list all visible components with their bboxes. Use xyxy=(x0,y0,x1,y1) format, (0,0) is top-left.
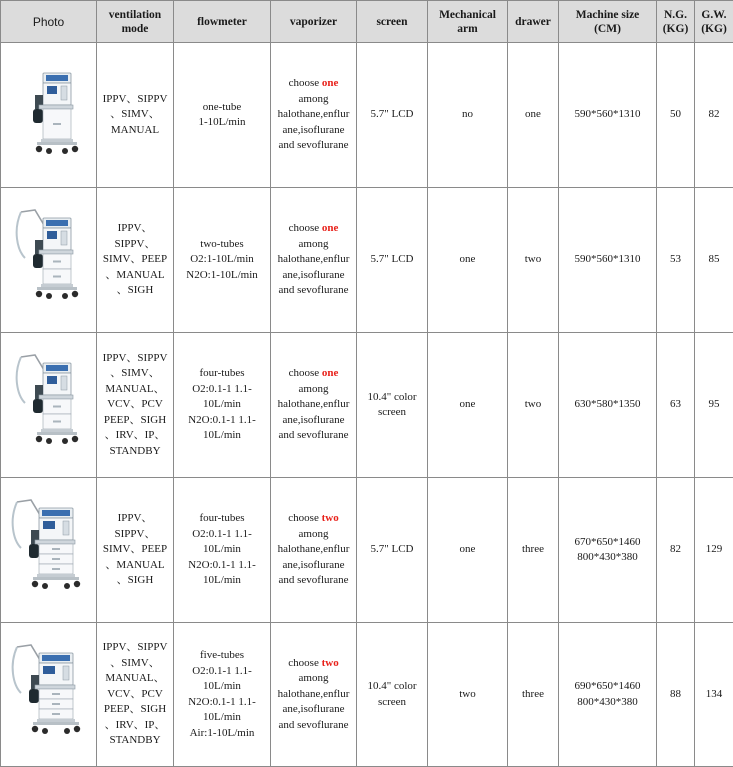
cell-line: MANUAL、 xyxy=(99,671,171,687)
vaporizer-cell xyxy=(271,43,357,188)
drawer-cell: one xyxy=(508,43,559,188)
vaporizer-choose: choose one xyxy=(273,366,354,382)
cell-line: 10.4" color xyxy=(359,679,425,695)
cell-line: Air:1-10L/min xyxy=(176,726,268,742)
cell-line: 、IRV、IP、 xyxy=(99,428,171,444)
net-weight-cell: 53 xyxy=(657,188,695,333)
drawer-cell: three xyxy=(508,623,559,767)
photo-cell xyxy=(1,478,97,623)
cell-line: 10.4" color xyxy=(359,390,425,406)
vaporizer-count: one xyxy=(322,77,339,89)
cell-line: N2O:0.1-1 1.1- xyxy=(176,558,268,574)
cell-line: 、IRV、IP、 xyxy=(99,718,171,734)
vaporizer-agents-2: ane,isoflurane xyxy=(273,413,354,429)
cell-line: 10L/min xyxy=(176,397,268,413)
cell-line: O2:0.1-1 1.1- xyxy=(176,664,268,680)
cell-line: 10L/min xyxy=(176,428,268,444)
cell-line: MANUAL xyxy=(99,123,171,139)
header-vaporizer: vaporizer xyxy=(271,1,357,43)
cell-line: 10L/min xyxy=(176,679,268,695)
cell-line: screen xyxy=(359,405,425,421)
net-weight-cell: 82 xyxy=(657,478,695,623)
anesthesia-machine-image xyxy=(1,55,96,175)
cell-line: 、SIMV、 xyxy=(99,656,171,672)
vaporizer-agents-3: and sevoflurane xyxy=(273,428,354,444)
header-row xyxy=(1,1,733,43)
header-mechanical-arm: Mechanical arm xyxy=(428,1,508,43)
machine-size-cell xyxy=(559,333,657,478)
cell-line: PEEP、SIGH xyxy=(99,702,171,718)
cell-line: IPPV、 xyxy=(99,221,171,237)
vaporizer-cell xyxy=(271,478,357,623)
cell-line: N2O:1-10L/min xyxy=(176,268,268,284)
cell-line: 10L/min xyxy=(176,573,268,589)
screen-cell xyxy=(357,188,428,333)
cell-line: STANDBY xyxy=(99,444,171,460)
vaporizer-agents-1: halothane,enflur xyxy=(273,397,354,413)
cell-line: SIMV、PEEP xyxy=(99,542,171,558)
header-flowmeter: flowmeter xyxy=(174,1,271,43)
cell-line: 800*430*380 xyxy=(561,550,654,566)
vaporizer-agents-1: halothane,enflur xyxy=(273,542,354,558)
cell-line: five-tubes xyxy=(176,648,268,664)
cell-line: two-tubes xyxy=(176,237,268,253)
photo-cell xyxy=(1,333,97,478)
vaporizer-agents-1: halothane,enflur xyxy=(273,107,354,123)
vaporizer-choose: choose two xyxy=(273,511,354,527)
header-screen: screen xyxy=(357,1,428,43)
vaporizer-count: two xyxy=(322,657,339,669)
cell-line: 590*560*1310 xyxy=(561,252,654,268)
vaporizer-among: among xyxy=(273,527,354,543)
cell-line: N2O:0.1-1 1.1- xyxy=(176,695,268,711)
cell-line: four-tubes xyxy=(176,366,268,382)
vaporizer-agents-2: ane,isoflurane xyxy=(273,268,354,284)
vaporizer-among: among xyxy=(273,237,354,253)
flowmeter-cell xyxy=(174,43,271,188)
cell-line: 10L/min xyxy=(176,710,268,726)
mechanical-arm-cell: one xyxy=(428,478,508,623)
gross-weight-cell: 95 xyxy=(695,333,733,478)
vaporizer-choose: choose one xyxy=(273,221,354,237)
cell-line: 、SIMV、 xyxy=(99,366,171,382)
mechanical-arm-cell: one xyxy=(428,188,508,333)
flowmeter-cell xyxy=(174,188,271,333)
vaporizer-agents-3: and sevoflurane xyxy=(273,718,354,734)
vaporizer-among: among xyxy=(273,382,354,398)
photo-cell xyxy=(1,188,97,333)
vaporizer-agents-1: halothane,enflur xyxy=(273,252,354,268)
net-weight-cell: 50 xyxy=(657,43,695,188)
cell-line: 690*650*1460 xyxy=(561,679,654,695)
cell-line: VCV、PCV xyxy=(99,397,171,413)
cell-line: one-tube xyxy=(176,100,268,116)
ventilation-mode-cell xyxy=(97,188,174,333)
anesthesia-machine-image xyxy=(1,490,96,610)
cell-line: 5.7" LCD xyxy=(359,107,425,123)
drawer-cell: two xyxy=(508,333,559,478)
vaporizer-among: among xyxy=(273,671,354,687)
gross-weight-cell: 129 xyxy=(695,478,733,623)
header-machine-size: Machine size (CM) xyxy=(559,1,657,43)
machine-size-cell xyxy=(559,478,657,623)
table-row xyxy=(1,188,733,333)
screen-cell xyxy=(357,43,428,188)
cell-line: 5.7" LCD xyxy=(359,542,425,558)
anesthesia-machine-image xyxy=(1,635,96,755)
anesthesia-machine-image xyxy=(1,345,96,465)
cell-line: 670*650*1460 xyxy=(561,535,654,551)
cell-line: O2:0.1-1 1.1- xyxy=(176,527,268,543)
cell-line: SIPPV、 xyxy=(99,527,171,543)
table-row xyxy=(1,43,733,188)
header-drawer: drawer xyxy=(508,1,559,43)
drawer-cell: three xyxy=(508,478,559,623)
drawer-cell: two xyxy=(508,188,559,333)
vaporizer-cell xyxy=(271,188,357,333)
vaporizer-count: one xyxy=(322,222,339,234)
net-weight-cell: 88 xyxy=(657,623,695,767)
table-row xyxy=(1,478,733,623)
cell-line: MANUAL、 xyxy=(99,382,171,398)
machine-size-cell xyxy=(559,188,657,333)
cell-line: screen xyxy=(359,695,425,711)
vaporizer-agents-3: and sevoflurane xyxy=(273,573,354,589)
cell-line: 1-10L/min xyxy=(176,115,268,131)
ventilation-mode-cell xyxy=(97,333,174,478)
vaporizer-count: two xyxy=(322,512,339,524)
cell-line: IPPV、 xyxy=(99,511,171,527)
vaporizer-agents-3: and sevoflurane xyxy=(273,138,354,154)
cell-line: IPPV、SIPPV xyxy=(99,640,171,656)
anesthesia-machine-image xyxy=(1,200,96,320)
header-photo: Photo xyxy=(1,1,97,43)
mechanical-arm-cell: no xyxy=(428,43,508,188)
screen-cell xyxy=(357,333,428,478)
cell-line: 、MANUAL xyxy=(99,558,171,574)
cell-line: 5.7" LCD xyxy=(359,252,425,268)
mechanical-arm-cell: two xyxy=(428,623,508,767)
cell-line: SIPPV、 xyxy=(99,237,171,253)
ventilation-mode-cell xyxy=(97,43,174,188)
vaporizer-among: among xyxy=(273,92,354,108)
cell-line: 800*430*380 xyxy=(561,695,654,711)
cell-line: PEEP、SIGH xyxy=(99,413,171,429)
cell-line: 、SIMV、 xyxy=(99,107,171,123)
vaporizer-agents-1: halothane,enflur xyxy=(273,687,354,703)
vaporizer-agents-2: ane,isoflurane xyxy=(273,702,354,718)
cell-line: 10L/min xyxy=(176,542,268,558)
ventilation-mode-cell xyxy=(97,478,174,623)
cell-line: four-tubes xyxy=(176,511,268,527)
vaporizer-cell xyxy=(271,333,357,478)
vaporizer-count: one xyxy=(322,367,339,379)
table-row xyxy=(1,333,733,478)
cell-line: N2O:0.1-1 1.1- xyxy=(176,413,268,429)
cell-line: STANDBY xyxy=(99,733,171,749)
mechanical-arm-cell: one xyxy=(428,333,508,478)
vaporizer-agents-2: ane,isoflurane xyxy=(273,558,354,574)
gross-weight-cell: 134 xyxy=(695,623,733,767)
cell-line: 、MANUAL xyxy=(99,268,171,284)
cell-line: VCV、PCV xyxy=(99,687,171,703)
cell-line: IPPV、SIPPV xyxy=(99,92,171,108)
machine-size-cell xyxy=(559,43,657,188)
cell-line: 630*580*1350 xyxy=(561,397,654,413)
header-gross-weight: G.W. (KG) xyxy=(695,1,733,43)
gross-weight-cell: 82 xyxy=(695,43,733,188)
vaporizer-agents-3: and sevoflurane xyxy=(273,283,354,299)
vaporizer-agents-2: ane,isoflurane xyxy=(273,123,354,139)
flowmeter-cell xyxy=(174,478,271,623)
vaporizer-choose: choose two xyxy=(273,656,354,672)
flowmeter-cell xyxy=(174,333,271,478)
gross-weight-cell: 85 xyxy=(695,188,733,333)
net-weight-cell: 63 xyxy=(657,333,695,478)
photo-cell xyxy=(1,43,97,188)
cell-line: 590*560*1310 xyxy=(561,107,654,123)
cell-line: O2:1-10L/min xyxy=(176,252,268,268)
header-net-weight: N.G. (KG) xyxy=(657,1,695,43)
vaporizer-choose: choose one xyxy=(273,76,354,92)
header-ventilation-mode: ventilation mode xyxy=(97,1,174,43)
cell-line: 、SIGH xyxy=(99,283,171,299)
cell-line: IPPV、SIPPV xyxy=(99,351,171,367)
cell-line: O2:0.1-1 1.1- xyxy=(176,382,268,398)
cell-line: SIMV、PEEP xyxy=(99,252,171,268)
screen-cell xyxy=(357,478,428,623)
cell-line: 、SIGH xyxy=(99,573,171,589)
